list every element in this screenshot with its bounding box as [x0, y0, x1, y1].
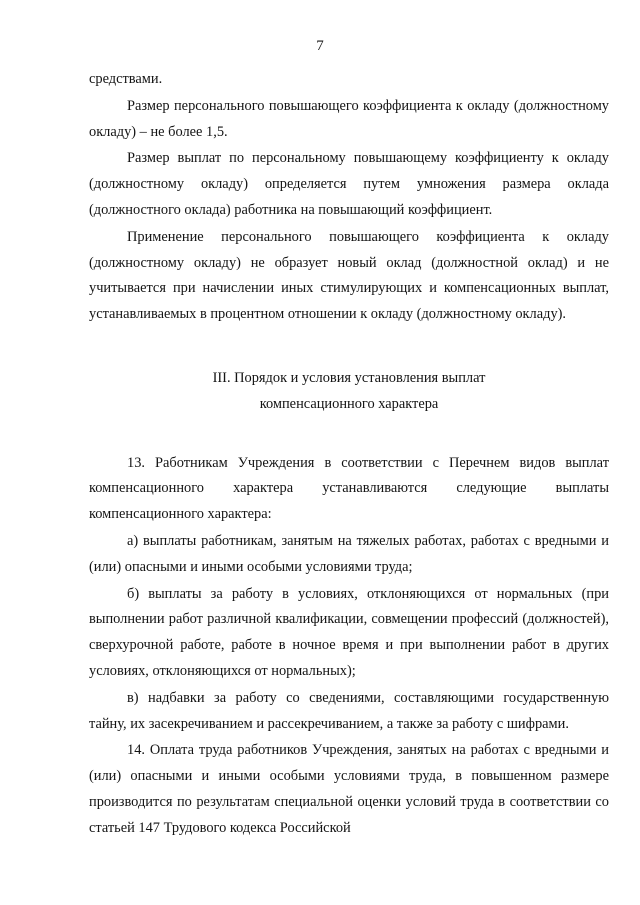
paragraph-item-13a: а) выплаты работникам, занятым на тяжелых работах, работах с вредными и (или) опасными и иными особыми условиями труда; — [89, 532, 609, 575]
section-heading-line-1: III. Порядок и условия установления выплат — [212, 369, 486, 386]
paragraph-coefficient-limit: Размер персонального повышающего коэффициента к окладу (должностному окладу) – не более 1,5. — [89, 97, 609, 140]
paragraph-item-13b: б) выплаты за работу в условиях, отклоняющихся от нормальных (при выполнении работ различной квалификации, совмещении профессий (должностей), сверхурочной работе, работе в ночное время и при выполнении работ в других условиях, отклоняющихся от нормальных); — [89, 585, 609, 679]
section-heading — [89, 366, 609, 418]
section-heading-line-2: компенсационного характера — [259, 395, 439, 412]
paragraph-payment-calculation: Размер выплат по персональному повышающему коэффициенту к окладу (должностному окладу) определяется путем умножения размера оклада (должностного оклада) работника на повышающий коэффициент. — [89, 150, 609, 218]
paragraph-item-13c: в) надбавки за работу со сведениями, составляющими государственную тайну, их засекречиванием и рассекречиванием, а также за работу с шифрами. — [89, 689, 609, 732]
document-body — [89, 67, 609, 842]
paragraph-item-13: 13. Работникам Учреждения в соответствии с Перечнем видов выплат компенсационного характера устанавливаются следующие выплаты компенсационного характера: — [89, 454, 609, 523]
paragraph-coefficient-application: Применение персонального повышающего коэффициента к окладу (должностному окладу) не образует новый оклад (должностной оклад) и не учитывается при начислении иных стимулирующих и компенсационных выплат, устанавливаемых в процентном отношении к окладу (должностному окладу). — [89, 228, 609, 323]
paragraph-continuation: средствами. — [89, 71, 163, 87]
paragraph-item-14: 14. Оплата труда работников Учреждения, занятых на работах с вредными и (или) опасными и иными особыми условиями труда, в повышенном размере производится по результатам специальной оценки условий труда в соответствии со статьей 147 Трудового кодекса Российской — [89, 742, 609, 836]
page-number: 7 — [316, 38, 324, 54]
